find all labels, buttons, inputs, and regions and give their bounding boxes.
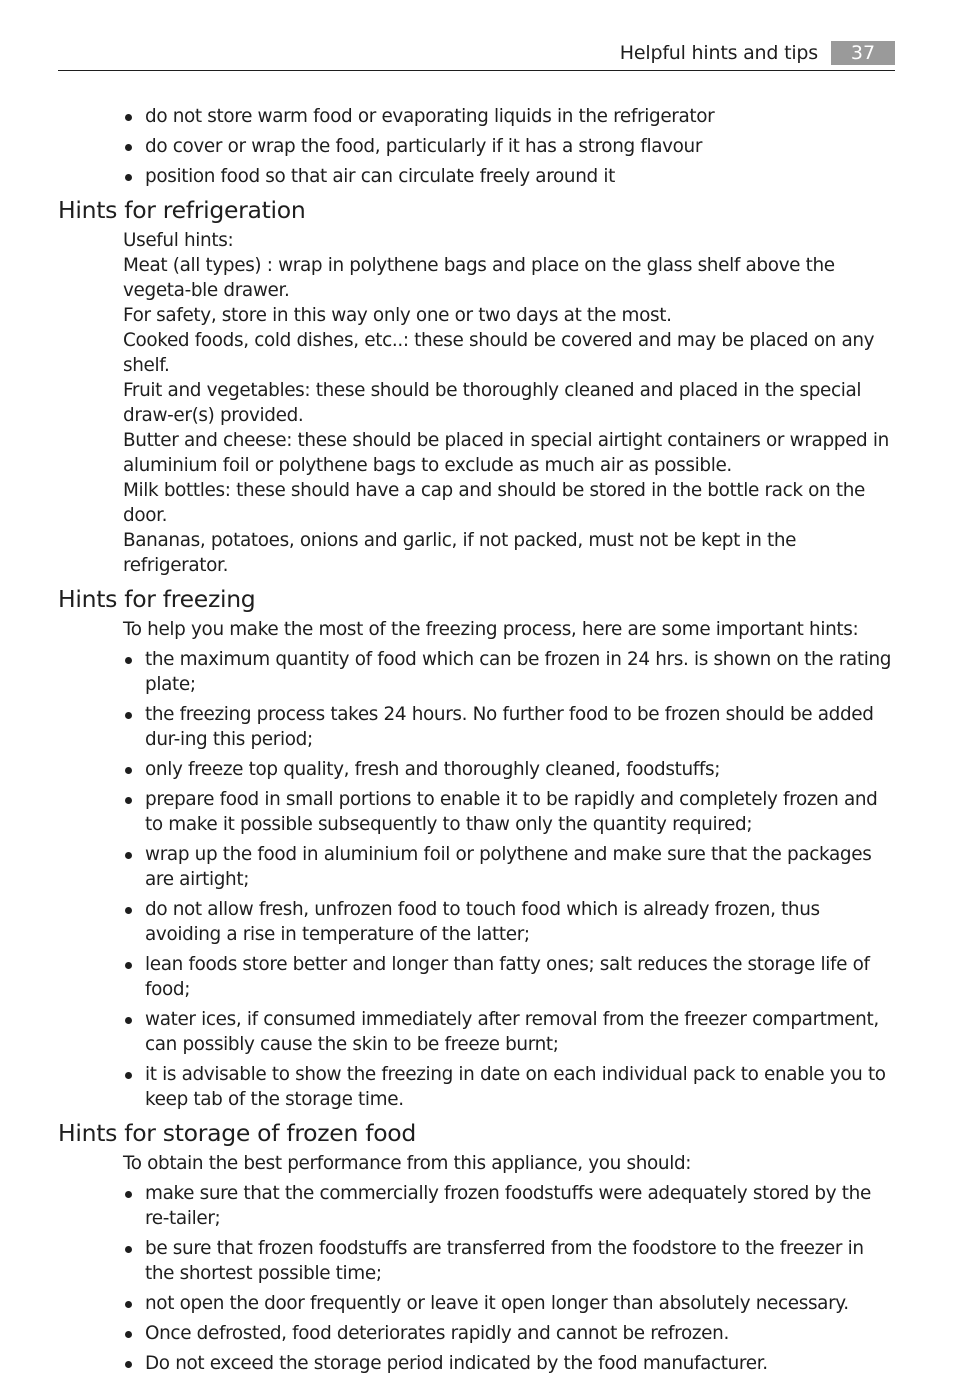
refrigeration-hints [58,228,895,578]
page-header [58,40,895,71]
page-number: 37 [831,41,895,65]
list-item: the freezing process takes 24 hours. No further food to be frozen should be added dur-ing this period; [123,702,895,752]
top-bullet-list [58,104,895,189]
list-item: Do not exceed the storage period indicated by the food manufacturer. [123,1351,895,1376]
list-item: do not allow fresh, unfrozen food to touch food which is already frozen, thus avoiding a rise in temperature of the latter; [123,897,895,947]
list-item: Once defrosted, food deteriorates rapidly and cannot be refrozen. [123,1321,895,1346]
list-item: make sure that the commercially frozen foodstuffs were adequately stored by the re-tailer; [123,1181,895,1231]
paragraph: Cooked foods, cold dishes, etc..: these should be covered and may be placed on any shelf. [123,330,875,376]
list-item: do not store warm food or evaporating liquids in the refrigerator [123,104,895,129]
section-title-freezing: Hints for freezing [58,585,256,613]
paragraph: Milk bottles: these should have a cap and should be stored in the bottle rack on the door. [123,480,865,526]
list-item: water ices, if consumed immediately after removal from the freezer compartment, can possibly cause the skin to be freeze burnt; [123,1007,895,1057]
list-item: do cover or wrap the food, particularly if it has a strong flavour [123,134,895,159]
list-item: the maximum quantity of food which can be frozen in 24 hrs. is shown on the rating plate; [123,647,895,697]
paragraph: Fruit and vegetables: these should be thoroughly cleaned and placed in the special draw-er(s) provided. [123,380,862,426]
freezing-bullet-list [58,647,895,1112]
paragraph: Bananas, potatoes, onions and garlic, if not packed, must not be kept in the refrigerator. [123,530,797,576]
list-item: be sure that frozen foodstuffs are transferred from the foodstore to the freezer in the shortest possible time; [123,1236,895,1286]
list-item: wrap up the food in aluminium foil or polythene and make sure that the packages are airtight; [123,842,895,892]
page-content [58,104,895,1381]
paragraph: For safety, store in this way only one or two days at the most. [123,305,672,326]
storage-bullet-list [58,1181,895,1376]
section-title-refrigeration: Hints for refrigeration [58,196,306,224]
paragraph: Useful hints: [123,230,234,251]
header-title: Helpful hints and tips [619,42,818,64]
paragraph: Butter and cheese: these should be placed in special airtight containers or wrapped in aluminium foil or polythene bags to exclude as much air as possible. [123,430,889,476]
storage-intro: To obtain the best performance from this appliance, you should: [123,1153,692,1174]
list-item: not open the door frequently or leave it open longer than absolutely necessary. [123,1291,895,1316]
freezing-intro: To help you make the most of the freezing process, here are some important hints: [123,619,859,640]
list-item: it is advisable to show the freezing in date on each individual pack to enable you to keep tab of the storage time. [123,1062,895,1112]
list-item: position food so that air can circulate freely around it [123,164,895,189]
list-item: prepare food in small portions to enable it to be rapidly and completely frozen and to make it possible subsequently to thaw only the quantity required; [123,787,895,837]
list-item: lean foods store better and longer than fatty ones; salt reduces the storage life of food; [123,952,895,1002]
paragraph: Meat (all types) : wrap in polythene bags and place on the glass shelf above the vegeta-ble drawer. [123,255,835,301]
section-title-storage: Hints for storage of frozen food [58,1119,416,1147]
list-item: only freeze top quality, fresh and thoroughly cleaned, foodstuffs; [123,757,895,782]
